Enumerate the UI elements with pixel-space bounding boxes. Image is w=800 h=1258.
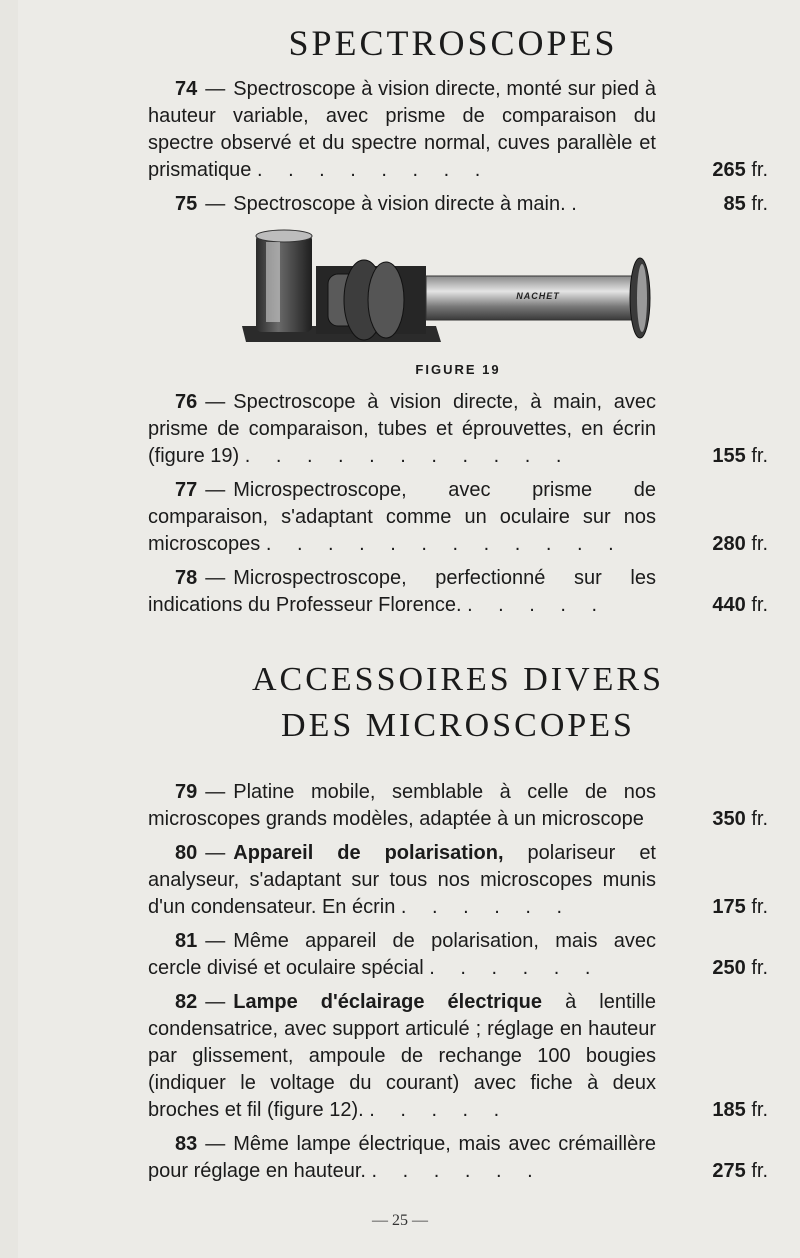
entry-description: Spectroscope à vision directe, monté sur pied à hauteur variable, avec prisme de comparaison du spectre observé et du spectre normal, cuves parallèle et prismatique xyxy=(148,78,656,181)
catalog-entry: 78 — Microspectroscope, perfectionné sur les indications du Professeur Florence. . . . . . 440 fr. xyxy=(148,565,768,619)
entry-bold-title: Lampe d'éclairage électrique xyxy=(233,991,543,1013)
catalog-entry: 83 — Même lampe électrique, mais avec crémaillère pour réglage en hauteur. . . . . . . 275 fr. xyxy=(148,1131,768,1185)
catalog-entry: 75 — Spectroscope à vision directe à main. . 85 fr. xyxy=(148,191,768,218)
spectroscope-illustration xyxy=(236,226,666,356)
catalog-entry: 74 — Spectroscope à vision directe, monté sur pied à hauteur variable, avec prisme de comparaison du spectre observé et du spectre normal, cuves parallèle et prismatique . . . . . . . . 265 fr. xyxy=(148,76,768,184)
dot-leader: . . . . . . . . . . . xyxy=(244,445,572,467)
dot-leader: . . . . . . . . . . . . xyxy=(265,533,624,555)
entry-price: 265 fr. xyxy=(712,159,768,181)
section-title-accessoires: ACCESSOIRES DIVERS DES MICROSCOPES xyxy=(251,661,664,744)
entry-number: 83 xyxy=(175,1133,198,1155)
dot-leader: . . . . . . xyxy=(400,896,573,918)
entry-number: 79 xyxy=(175,781,198,803)
entry-description: Microspectroscope, avec prisme de comparaison, s'adaptant comme un oculaire sur nos microscopes xyxy=(148,479,656,555)
spectroscope-drawing xyxy=(236,226,666,356)
section-title-spectroscopes: SPECTROSCOPES xyxy=(288,23,618,63)
entry-price: 175 fr. xyxy=(712,896,768,918)
entry-price: 85 fr. xyxy=(723,193,768,215)
entry-number: 74 xyxy=(175,78,198,100)
catalog-entry: 81 — Même appareil de polarisation, mais avec cercle divisé et oculaire spécial . . . . . . 250 fr. xyxy=(148,928,768,982)
entry-description: à lentille condensatrice, avec support articulé ; réglage en hauteur par glissement, ampoule de rechange 100 bougies (indiquer le voltage du courant) avec fiche à deux broches et fil (figure 12). xyxy=(148,991,656,1121)
dot-leader: . . . . . xyxy=(369,1099,510,1121)
catalog-entry: 77 — Microspectroscope, avec prisme de comparaison, s'adaptant comme un oculaire sur nos microscopes . . . . . . . . . . . . 280 fr. xyxy=(148,477,768,558)
entry-price: 155 fr. xyxy=(712,445,768,467)
entry-number: 82 xyxy=(175,991,198,1013)
entry-description: Spectroscope à vision directe à main. xyxy=(233,193,566,215)
catalog-entry: 76 — Spectroscope à vision directe, à main, avec prisme de comparaison, tubes et éprouvettes, en écrin (figure 19) . . . . . . . . . . . 155 fr. xyxy=(148,389,768,470)
catalog-entry: 82 — Lampe d'éclairage électrique à lentille condensatrice, avec support articulé ; réglage en hauteur par glissement, ampoule de rechange 100 bougies (indiquer le voltage du courant) avec fiche à deux broches et fil (figure 12). . . . . . 185 fr. xyxy=(148,989,768,1124)
entry-number: 78 xyxy=(175,567,198,589)
entry-price: 280 fr. xyxy=(712,533,768,555)
entry-number: 81 xyxy=(175,930,198,952)
catalog-entry: 79 — Platine mobile, semblable à celle de nos microscopes grands modèles, adaptée à un microscope 350 fr. xyxy=(148,779,768,833)
catalog-page xyxy=(148,20,768,1192)
figure-caption: FIGURE 19 xyxy=(415,362,501,377)
entry-number: 76 xyxy=(175,391,198,413)
dot-leader: . . . . . xyxy=(467,594,608,616)
entry-description: Platine mobile, semblable à celle de nos microscopes grands modèles, adaptée à un microscope xyxy=(148,781,656,830)
entry-price: 275 fr. xyxy=(712,1160,768,1182)
nachet-engraving: NACHET xyxy=(516,291,560,301)
dot-leader: . . . . . . xyxy=(429,957,601,979)
entry-description: Même lampe électrique, mais avec crémaillère pour réglage en hauteur. xyxy=(148,1133,656,1182)
entry-description: Microspectroscope, perfectionné sur les indications du Professeur Florence. xyxy=(148,567,656,616)
dot-leader: . . . . . . . . xyxy=(256,159,491,181)
entry-price: 350 fr. xyxy=(712,808,768,830)
entry-description: Même appareil de polarisation, mais avec cercle divisé et oculaire spécial xyxy=(148,930,656,979)
entry-price: 440 fr. xyxy=(712,594,768,616)
entry-price: 185 fr. xyxy=(712,1099,768,1121)
dot-leader: . . . . . . xyxy=(371,1160,543,1182)
entry-description: Spectroscope à vision directe, à main, avec prisme de comparaison, tubes et éprouvettes, en écrin (figure 19) xyxy=(148,391,656,467)
entry-number: 75 xyxy=(175,193,198,215)
entry-bold-title: Appareil de polarisation, xyxy=(233,842,504,864)
entry-price: 250 fr. xyxy=(712,957,768,979)
page-number: — 25 — xyxy=(372,1212,428,1229)
dot-leader: . xyxy=(571,193,587,215)
entry-number: 77 xyxy=(175,479,198,501)
catalog-entry: 80 — Appareil de polarisation, polariseur et analyseur, s'adaptant sur tous nos microscopes munis d'un condensateur. En écrin . . . . . . 175 fr. xyxy=(148,840,768,921)
entry-number: 80 xyxy=(175,842,198,864)
entry-description: polariseur et analyseur, s'adaptant sur tous nos microscopes munis d'un condensateur. En écrin xyxy=(148,842,656,918)
